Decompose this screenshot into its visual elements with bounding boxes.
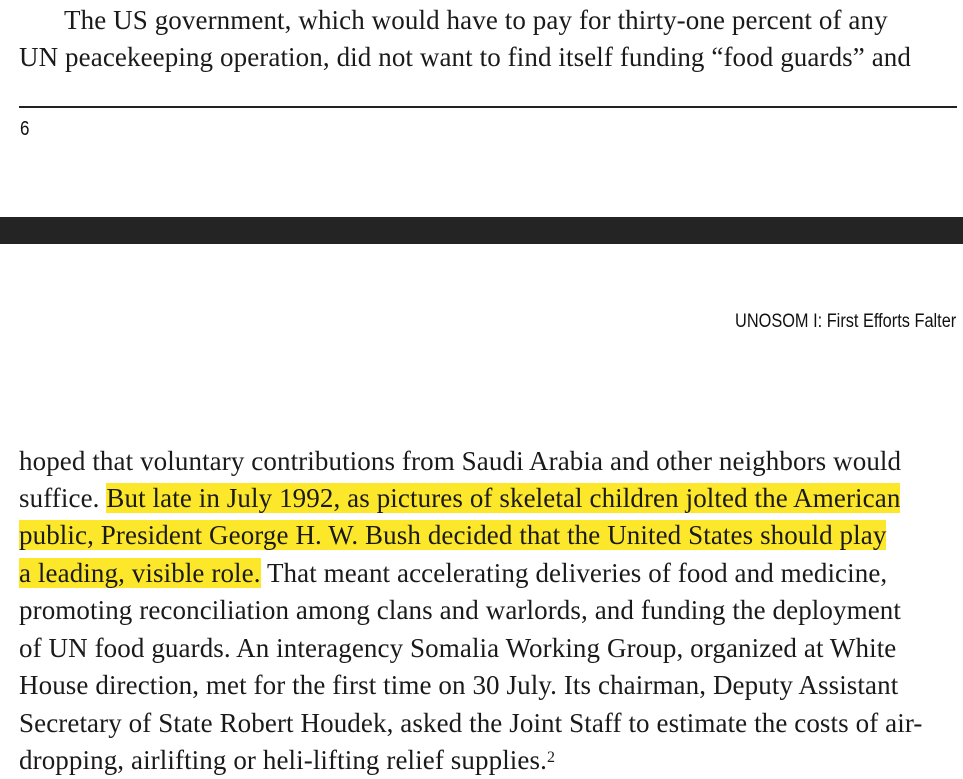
footnote-reference[interactable]: 2: [546, 749, 556, 766]
paragraph-line: Secretary of State Robert Houdek, asked the Joint Staff to estimate the costs of air-: [19, 708, 923, 738]
paragraph-line: House direction, met for the first time on 30 July. Its chairman, Deputy Assistant: [19, 670, 899, 700]
paragraph-line: of UN food guards. An interagency Somalia Working Group, organized at White: [19, 633, 897, 663]
plain-text: That meant accelerating deliveries of food and medicine,: [260, 558, 888, 588]
highlighted-text: But late in July 1992, as pictures of skeletal children jolted the American: [106, 483, 901, 513]
highlighted-text: public, President George H. W. Bush decided that the United States should play: [19, 520, 887, 550]
paragraph-line: [19, 520, 886, 550]
paragraph-line: hoped that voluntary contributions from Saudi Arabia and other neighbors would: [19, 446, 902, 476]
paragraph-line: promoting reconciliation among clans and warlords, and funding the deployment: [19, 595, 901, 625]
highlighted-text: a leading, visible role.: [19, 558, 261, 588]
paragraph-line: The US government, which would have to pay for thirty-one percent of any: [64, 5, 888, 35]
page-break-band: [0, 217, 963, 244]
running-header: UNOSOM I: First Efforts Falter: [734, 311, 956, 332]
page-number: 6: [20, 118, 30, 140]
footnote-rule: [19, 106, 957, 108]
paragraph-line: [19, 558, 887, 588]
paragraph-line: [19, 483, 900, 513]
plain-text: dropping, airlifting or heli-lifting relief supplies.: [19, 745, 547, 775]
plain-text: suffice.: [19, 483, 107, 513]
paragraph-line: UN peacekeeping operation, did not want to find itself funding “food guards” and: [19, 42, 911, 72]
paragraph-line: [19, 745, 555, 775]
